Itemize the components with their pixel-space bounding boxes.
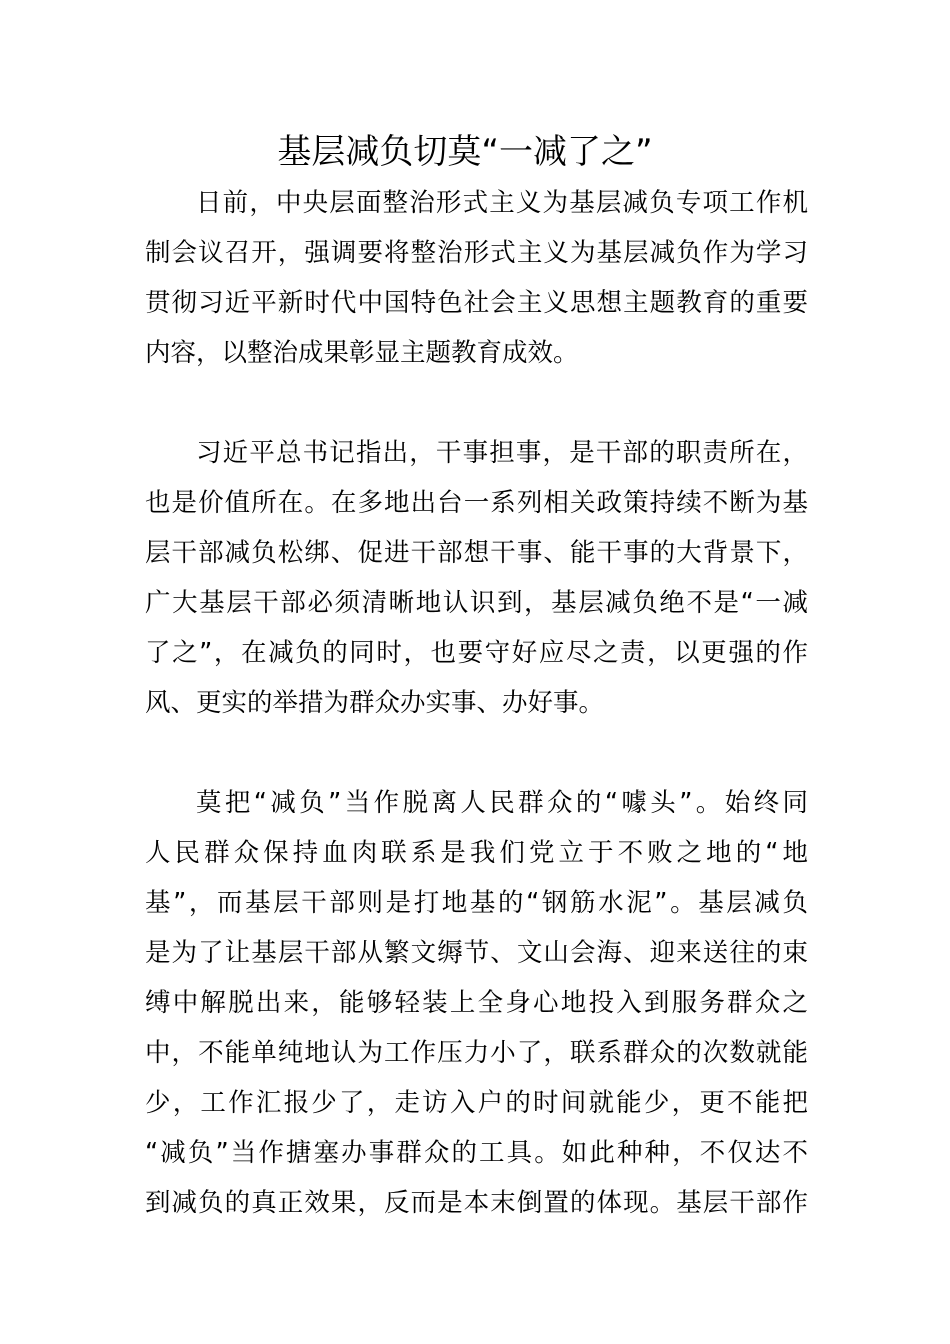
paragraph-2 [145, 428, 808, 728]
text-line: 是为了让基层干部从繁文缛节、文山会海、迎来送往的束 [145, 938, 808, 968]
document-title: 基层减负切莫“一减了之” [277, 132, 653, 172]
text-line: 习近平总书记指出，干事担事，是干部的职责所在， [196, 438, 808, 468]
paragraph-1 [145, 178, 808, 378]
text-line: 人民群众保持血肉联系是我们党立于不败之地的“地 [145, 838, 808, 868]
text-line: 缚中解脱出来，能够轻装上全身心地投入到服务群众之 [145, 988, 808, 1018]
text-line: 基”，而基层干部则是打地基的“钢筋水泥”。基层减负 [145, 888, 808, 918]
text-line: 制会议召开，强调要将整治形式主义为基层减负作为学习 [145, 238, 808, 268]
text-line: 也是价值所在。在多地出台一系列相关政策持续不断为基 [145, 488, 808, 518]
text-line: 内容，以整治成果彰显主题教育成效。 [145, 338, 579, 368]
text-line: 日前，中央层面整治形式主义为基层减负专项工作机 [196, 188, 808, 218]
text-line: 层干部减负松绑、促进干部想干事、能干事的大背景下， [145, 538, 808, 568]
text-line: 贯彻习近平新时代中国特色社会主义思想主题教育的重要 [145, 288, 808, 318]
text-line: 到减负的真正效果，反而是本末倒置的体现。基层干部作 [145, 1188, 808, 1218]
text-line: 风、更实的举措为群众办实事、办好事。 [145, 688, 605, 718]
text-line: 中，不能单纯地认为工作压力小了，联系群众的次数就能 [145, 1038, 808, 1068]
text-line: 广大基层干部必须清晰地认识到，基层减负绝不是“一减 [145, 588, 808, 618]
document-body [145, 178, 808, 1278]
paragraph-3 [145, 778, 808, 1228]
text-line: 了之”，在减负的同时，也要守好应尽之责，以更强的作 [145, 638, 808, 668]
text-line: “减负”当作搪塞办事群众的工具。如此种种，不仅达不 [145, 1138, 808, 1168]
text-line: 少，工作汇报少了，走访入户的时间就能少，更不能把 [145, 1088, 808, 1118]
text-line: 莫把“减负”当作脱离人民群众的“噱头”。始终同 [196, 788, 808, 818]
